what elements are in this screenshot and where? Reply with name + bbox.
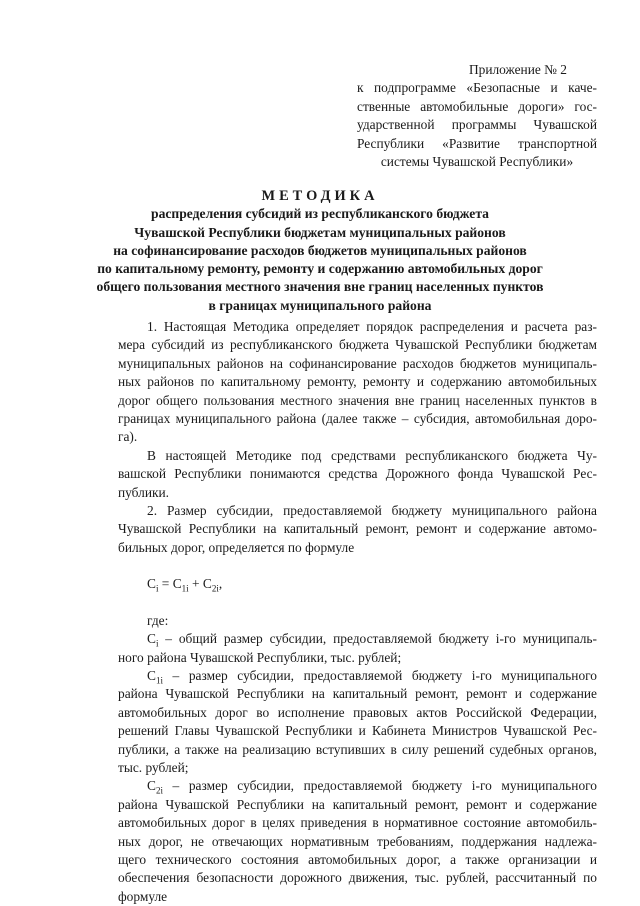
appendix-line: системы Чувашской Республики»: [380, 154, 574, 170]
symbol-subscript: i: [155, 638, 159, 649]
document-body: [118, 318, 597, 906]
text-fragment: – общий размер субсидии, предоставляемой бюджету i-го муниципаль-: [158, 631, 597, 647]
symbol-subscript: 2i: [155, 786, 163, 797]
text-line: мера субсидий из республиканского бюджета Чувашской Республики бюджетам: [118, 337, 597, 353]
appendix-line: Республики «Развитие транспортной: [357, 135, 597, 151]
text-line: района Чувашской Республики на капитальный ремонт, ремонт и содержание: [118, 796, 597, 812]
text-line: 2. Размер субсидии, предоставляемой бюджету муниципального района: [147, 503, 597, 519]
definition-c2i: [118, 777, 597, 906]
text-line: [118, 777, 597, 795]
text-line: дорог общего пользования местного значения вне границ населенных пунктов в: [118, 392, 597, 408]
symbol: C: [147, 667, 156, 683]
text-line: [118, 630, 597, 648]
heading-title: МЕТОДИКА: [261, 188, 379, 204]
formula-text: ,: [218, 576, 223, 592]
text-line: автомобильных дорог в целях приведения в нормативное состояние автомобиль-: [118, 815, 597, 831]
text-line: [118, 667, 597, 685]
symbol: C: [147, 631, 156, 647]
heading-line: в границах муниципального района: [208, 297, 432, 313]
text-line: ных дорог, не отвечающих нормативным требованиям, поддержания надлежа-: [118, 833, 597, 849]
text-fragment: – размер субсидии, предоставляемой бюджету i-го муниципального: [162, 667, 597, 683]
symbol: C: [147, 778, 156, 794]
text-line: публики.: [118, 484, 170, 500]
heading-line: на софинансирование расходов бюджетов муниципальных районов: [113, 242, 527, 258]
text-line: тыс. рублей;: [118, 759, 189, 775]
text-line: щего технического состояния автомобильных дорог, а также организации и: [118, 851, 597, 867]
heading-line: Чувашской Республики бюджетам муниципальных районов: [134, 224, 506, 240]
formula-subscript: 2i: [211, 583, 219, 594]
appendix-line: ственные автомобильные дороги» гос-: [357, 98, 597, 114]
text-line: публики, а также на реализацию вступивших в силу решений судебных органов,: [118, 741, 597, 757]
text-line: решений Главы Чувашской Республики и Кабинета Министров Чувашской Рес-: [118, 723, 597, 739]
document-heading: [80, 187, 560, 315]
text-line: обеспечения безопасности дорожного движения, тыс. рублей, рассчитанный по: [118, 870, 597, 886]
paragraph-3: [118, 502, 597, 557]
formula-text: + C: [188, 576, 212, 592]
paragraph-1: [118, 318, 597, 447]
appendix-line: ударственной программы Чувашской: [357, 117, 597, 133]
text-line: 1. Настоящая Методика определяет порядок распределения и расчета раз-: [147, 319, 597, 334]
text-line: ного района Чувашской Республики, тыс. рублей;: [118, 649, 402, 665]
text-line: автомобильных дорог во исполнение правовых актов Российской Федерации,: [118, 704, 597, 720]
definition-ci: [118, 630, 597, 667]
heading-line: распределения субсидий из республиканского бюджета: [151, 206, 489, 222]
text-line: Чувашской Республики на капитальный ремонт, ремонт и содержание автомо-: [118, 521, 597, 537]
text-line: формуле: [118, 888, 168, 904]
text-line: В настоящей Методике под средствами республиканского бюджета Чу-: [147, 447, 597, 463]
symbol-subscript: 1i: [155, 675, 163, 686]
appendix-title: Приложение № 2: [468, 62, 567, 77]
text-line: ных районов по капитальному ремонту, ремонту и содержанию автомобильных: [118, 374, 597, 390]
paragraph-2: [118, 447, 597, 502]
text-line: района Чувашской Республики на капитальный ремонт, ремонт и содержание: [118, 686, 597, 702]
formula-text: = C: [158, 576, 182, 592]
text-line: бильных дорог, определяется по формуле: [118, 539, 355, 555]
text-line: границах муниципального района (далее также – субсидия, автомобильная доро-: [118, 411, 597, 427]
formula-subscript: 1i: [181, 583, 189, 594]
heading-line: по капитальному ремонту, ремонту и содержанию автомобильных дорог: [97, 261, 543, 277]
where-label: где:: [147, 612, 169, 628]
appendix-header: [357, 61, 597, 171]
appendix-line: к подпрограмме «Безопасные и каче-: [357, 80, 597, 96]
formula-ci: [118, 575, 597, 593]
definition-c1i: [118, 667, 597, 777]
text-line: вашской Республики понимаются средства Дорожного фонда Чувашской Рес-: [118, 466, 597, 482]
text-line: га).: [118, 429, 138, 445]
formula-subscript: i: [155, 583, 159, 594]
formula-symbol: C: [147, 576, 156, 592]
text-line: муниципальных районов на софинансирование расходов бюджетов муниципаль-: [118, 355, 597, 371]
heading-line: общего пользования местного значения вне границ населенных пунктов: [96, 279, 544, 295]
text-fragment: – размер субсидии, предоставляемой бюджету i-го муниципального: [162, 778, 597, 794]
